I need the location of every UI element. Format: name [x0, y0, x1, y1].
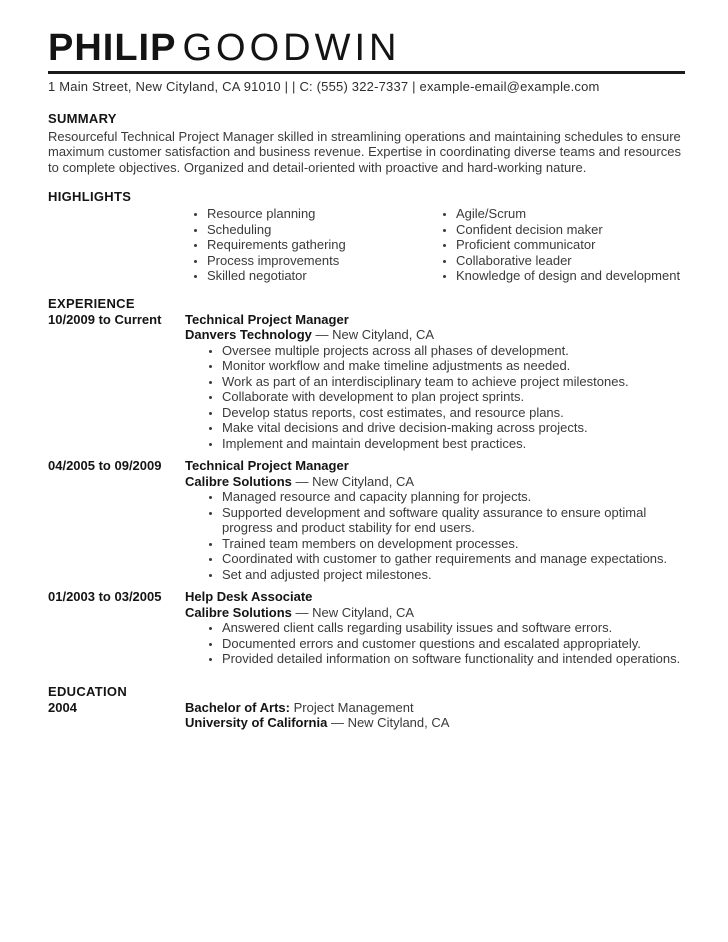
highlight-item: • Knowledge of design and development	[456, 268, 685, 284]
experience-heading: EXPERIENCE	[48, 295, 135, 311]
experience-section	[48, 296, 685, 667]
education-entry	[48, 700, 685, 731]
first-name: PHILIP	[48, 27, 177, 69]
education-section	[48, 684, 685, 731]
job-bullet: • Supported development and software quality assurance to ensure optimal progress and product stability for end users.	[222, 505, 685, 536]
job-bullet: • Trained team members on development processes.	[222, 536, 685, 552]
job-entry	[48, 312, 685, 452]
job-body	[185, 458, 685, 582]
dash-separator: —	[315, 327, 329, 343]
summary-text: Resourceful Technical Project Manager skilled in streamlining operations and maintaining schedules to ensure maximum customer satisfaction and business revenue. Expertise in coordinating diverse teams and resources to complete objectives. Organized and detail-oriented with proactive and hard-working nature.	[48, 128, 681, 175]
job-bullet-list	[185, 489, 685, 582]
education-body	[185, 700, 685, 731]
job-bullet: • Managed resource and capacity planning for projects.	[222, 489, 685, 505]
dash-separator: —	[295, 473, 309, 489]
summary-section	[48, 111, 685, 176]
job-company-line	[185, 327, 685, 343]
job-dates: 10/2009 to Current	[48, 311, 162, 327]
highlights-section	[48, 189, 685, 284]
highlight-item: • Agile/Scrum	[456, 206, 685, 222]
highlight-item: • Proficient communicator	[456, 237, 685, 253]
degree-field: Project Management	[293, 699, 414, 715]
job-bullet-list	[185, 620, 685, 667]
job-location: New Cityland, CA	[312, 604, 415, 620]
highlights-column-2	[436, 206, 685, 284]
job-bullet: • Provided detailed information on software functionality and intended operations.	[222, 651, 685, 667]
highlight-item: • Collaborative leader	[456, 253, 685, 269]
job-body	[185, 312, 685, 452]
last-name: GOODWIN	[182, 27, 401, 69]
job-bullet: • Documented errors and customer questions and escalated appropriately.	[222, 636, 685, 652]
degree-label: Bachelor of Arts:	[185, 699, 290, 715]
highlights-column-1	[187, 206, 436, 284]
education-year: 2004	[48, 699, 77, 715]
school-location: New Cityland, CA	[347, 715, 450, 731]
dash-separator: —	[330, 715, 344, 731]
highlights-heading: HIGHLIGHTS	[48, 189, 132, 205]
job-location: New Cityland, CA	[332, 327, 435, 343]
job-title: Technical Project Manager	[185, 458, 349, 474]
dash-separator: —	[295, 604, 309, 620]
contact-line: 1 Main Street, New Cityland, CA 91010 | | C: (555) 322-7337 | example-email@example.com	[48, 78, 600, 94]
education-heading: EDUCATION	[48, 683, 128, 699]
job-bullet: • Make vital decisions and drive decision-making across projects.	[222, 420, 685, 436]
job-bullet: • Develop status reports, cost estimates, and resource plans.	[222, 405, 685, 421]
job-bullet: • Answered client calls regarding usability issues and software errors.	[222, 620, 685, 636]
job-entry	[48, 458, 685, 582]
highlight-item: • Scheduling	[207, 222, 436, 238]
job-bullet: • Monitor workflow and make timeline adjustments as needed.	[222, 358, 685, 374]
job-company: Calibre Solutions	[185, 604, 292, 620]
job-title: Technical Project Manager	[185, 311, 349, 327]
education-degree-line	[185, 700, 685, 716]
job-dates: 04/2005 to 09/2009	[48, 458, 162, 474]
highlight-item: • Requirements gathering	[207, 237, 436, 253]
job-entry	[48, 589, 685, 667]
job-bullet-list	[185, 343, 685, 452]
name-heading	[48, 28, 685, 70]
job-bullet: • Work as part of an interdisciplinary team to achieve project milestones.	[222, 374, 685, 390]
header-rule	[48, 71, 685, 74]
job-bullet: • Implement and maintain development best practices.	[222, 436, 685, 452]
school-name: University of California	[185, 715, 328, 731]
job-company: Danvers Technology	[185, 327, 312, 343]
job-bullet: • Oversee multiple projects across all phases of development.	[222, 343, 685, 359]
job-bullet: • Set and adjusted project milestones.	[222, 567, 685, 583]
job-bullet: • Coordinated with customer to gather requirements and manage expectations.	[222, 551, 685, 567]
job-title: Help Desk Associate	[185, 589, 313, 605]
highlight-item: • Process improvements	[207, 253, 436, 269]
resume-header	[48, 28, 685, 94]
education-school-line	[185, 715, 685, 731]
summary-heading: SUMMARY	[48, 110, 117, 126]
job-body	[185, 589, 685, 667]
job-company: Calibre Solutions	[185, 473, 292, 489]
highlight-item: • Confident decision maker	[456, 222, 685, 238]
highlight-item: • Skilled negotiator	[207, 268, 436, 284]
job-dates: 01/2003 to 03/2005	[48, 589, 162, 605]
highlights-columns	[187, 206, 685, 284]
job-location: New Cityland, CA	[312, 473, 415, 489]
job-company-line	[185, 605, 685, 621]
job-bullet: • Collaborate with development to plan project sprints.	[222, 389, 685, 405]
highlight-item: • Resource planning	[207, 206, 436, 222]
job-company-line	[185, 474, 685, 490]
